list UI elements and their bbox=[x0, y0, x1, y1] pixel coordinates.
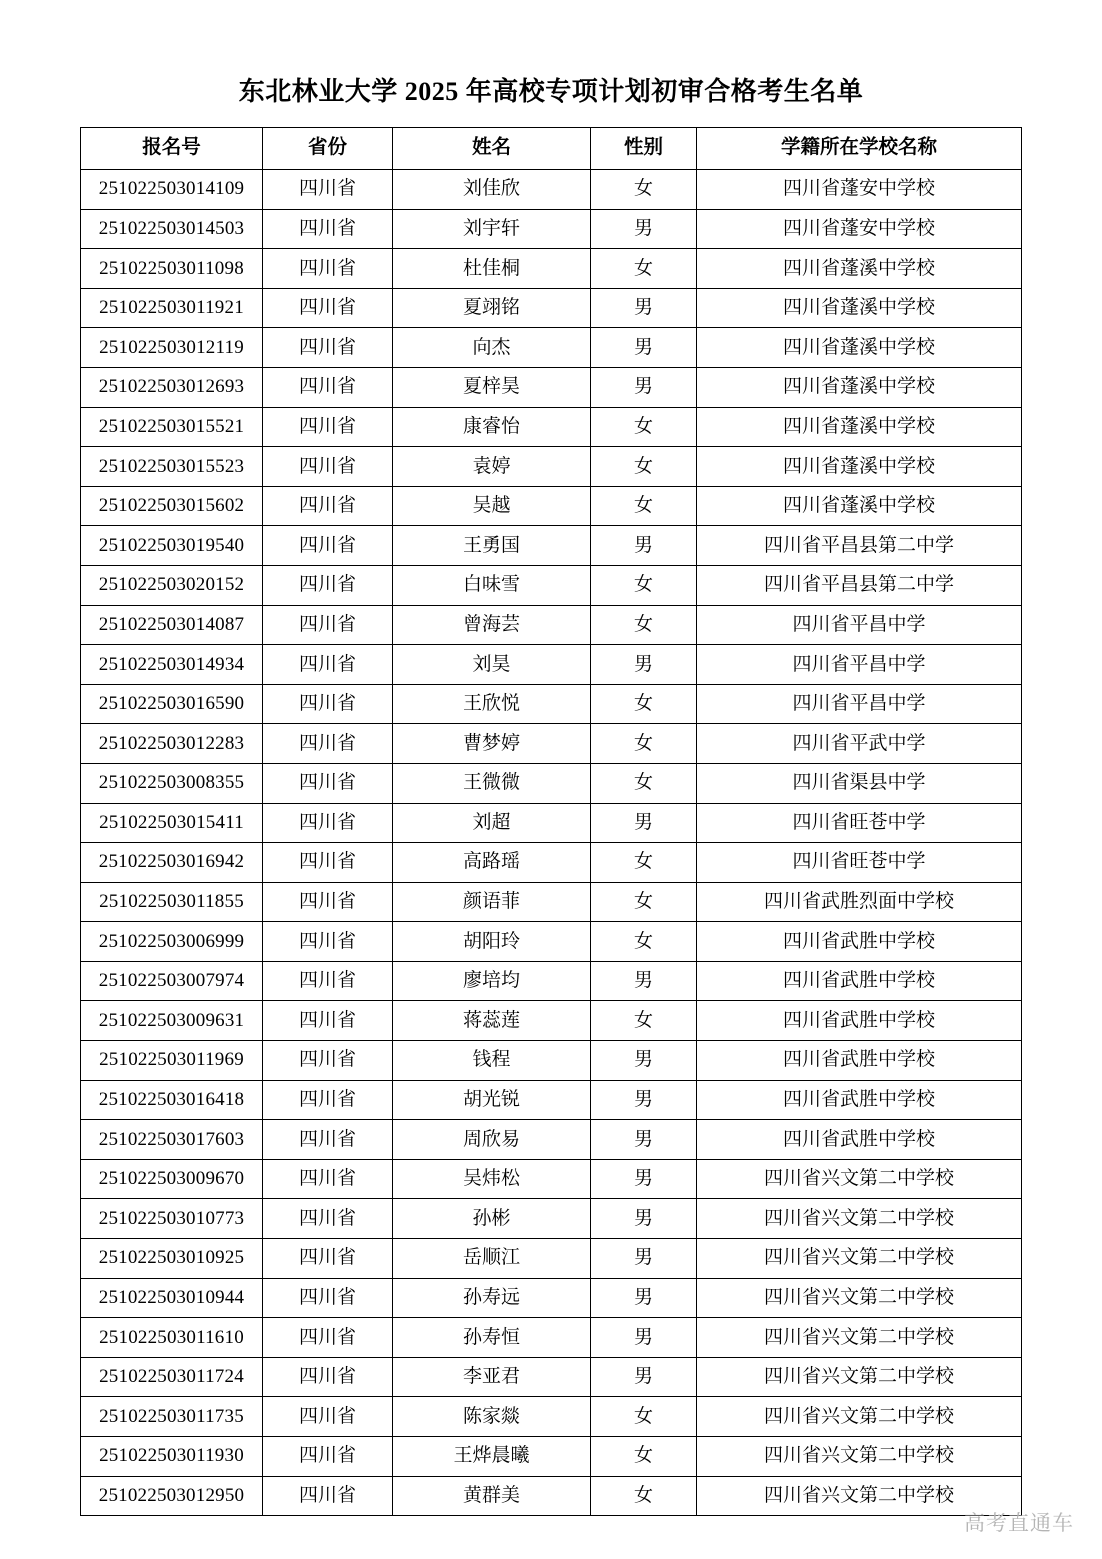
table-header bbox=[81, 128, 1022, 170]
cell-name: 高路瑶 bbox=[393, 843, 591, 883]
table-row bbox=[81, 645, 1022, 685]
table-row bbox=[81, 1318, 1022, 1358]
cell-gender: 女 bbox=[591, 763, 697, 803]
cell-school: 四川省兴文第二中学校 bbox=[697, 1239, 1022, 1279]
cell-registration-number: 251022503008355 bbox=[81, 763, 263, 803]
table-row bbox=[81, 605, 1022, 645]
cell-province: 四川省 bbox=[263, 526, 393, 566]
cell-province: 四川省 bbox=[263, 1318, 393, 1358]
cell-province: 四川省 bbox=[263, 1041, 393, 1081]
cell-province: 四川省 bbox=[263, 1199, 393, 1239]
table-row bbox=[81, 1120, 1022, 1160]
cell-gender: 女 bbox=[591, 1397, 697, 1437]
cell-name: 刘宇轩 bbox=[393, 209, 591, 249]
cell-gender: 女 bbox=[591, 684, 697, 724]
cell-gender: 男 bbox=[591, 1318, 697, 1358]
table-row bbox=[81, 1080, 1022, 1120]
cell-gender: 男 bbox=[591, 288, 697, 328]
cell-name: 孙彬 bbox=[393, 1199, 591, 1239]
table-row bbox=[81, 249, 1022, 289]
table-row bbox=[81, 803, 1022, 843]
cell-school: 四川省兴文第二中学校 bbox=[697, 1318, 1022, 1358]
cell-name: 刘佳欣 bbox=[393, 170, 591, 210]
table-row bbox=[81, 407, 1022, 447]
table-row bbox=[81, 1476, 1022, 1516]
cell-province: 四川省 bbox=[263, 1120, 393, 1160]
cell-registration-number: 251022503016418 bbox=[81, 1080, 263, 1120]
table-row bbox=[81, 288, 1022, 328]
cell-registration-number: 251022503012119 bbox=[81, 328, 263, 368]
cell-name: 李亚君 bbox=[393, 1357, 591, 1397]
table-row bbox=[81, 1239, 1022, 1279]
cell-registration-number: 251022503011921 bbox=[81, 288, 263, 328]
table-row bbox=[81, 1159, 1022, 1199]
cell-province: 四川省 bbox=[263, 407, 393, 447]
cell-registration-number: 251022503012283 bbox=[81, 724, 263, 764]
cell-name: 白味雪 bbox=[393, 565, 591, 605]
table-row bbox=[81, 526, 1022, 566]
cell-gender: 男 bbox=[591, 1041, 697, 1081]
cell-name: 康睿怡 bbox=[393, 407, 591, 447]
table-row bbox=[81, 1001, 1022, 1041]
cell-name: 吴越 bbox=[393, 486, 591, 526]
cell-registration-number: 251022503014109 bbox=[81, 170, 263, 210]
cell-school: 四川省旺苍中学 bbox=[697, 843, 1022, 883]
cell-name: 王勇国 bbox=[393, 526, 591, 566]
table-row bbox=[81, 882, 1022, 922]
cell-school: 四川省蓬溪中学校 bbox=[697, 249, 1022, 289]
table-row bbox=[81, 1357, 1022, 1397]
table-row bbox=[81, 447, 1022, 487]
cell-school: 四川省武胜中学校 bbox=[697, 1041, 1022, 1081]
table-row bbox=[81, 565, 1022, 605]
cell-registration-number: 251022503010773 bbox=[81, 1199, 263, 1239]
cell-province: 四川省 bbox=[263, 763, 393, 803]
cell-school: 四川省武胜中学校 bbox=[697, 961, 1022, 1001]
cell-registration-number: 251022503011610 bbox=[81, 1318, 263, 1358]
column-header-name: 姓名 bbox=[393, 128, 591, 170]
table-row bbox=[81, 922, 1022, 962]
page-title: 东北林业大学 2025 年高校专项计划初审合格考生名单 bbox=[238, 77, 864, 106]
cell-school: 四川省武胜中学校 bbox=[697, 1120, 1022, 1160]
cell-school: 四川省蓬溪中学校 bbox=[697, 288, 1022, 328]
cell-registration-number: 251022503010944 bbox=[81, 1278, 263, 1318]
cell-gender: 女 bbox=[591, 1476, 697, 1516]
cell-gender: 男 bbox=[591, 1080, 697, 1120]
cell-school: 四川省武胜中学校 bbox=[697, 1080, 1022, 1120]
cell-province: 四川省 bbox=[263, 486, 393, 526]
table-row bbox=[81, 1397, 1022, 1437]
cell-school: 四川省平昌县第二中学 bbox=[697, 526, 1022, 566]
cell-province: 四川省 bbox=[263, 684, 393, 724]
cell-province: 四川省 bbox=[263, 170, 393, 210]
table-row bbox=[81, 763, 1022, 803]
cell-registration-number: 251022503009631 bbox=[81, 1001, 263, 1041]
cell-school: 四川省兴文第二中学校 bbox=[697, 1357, 1022, 1397]
cell-registration-number: 251022503011724 bbox=[81, 1357, 263, 1397]
cell-province: 四川省 bbox=[263, 1357, 393, 1397]
cell-school: 四川省蓬溪中学校 bbox=[697, 407, 1022, 447]
cell-name: 胡阳玲 bbox=[393, 922, 591, 962]
cell-name: 孙寿远 bbox=[393, 1278, 591, 1318]
cell-registration-number: 251022503015602 bbox=[81, 486, 263, 526]
cell-province: 四川省 bbox=[263, 605, 393, 645]
cell-gender: 男 bbox=[591, 1239, 697, 1279]
cell-province: 四川省 bbox=[263, 724, 393, 764]
cell-gender: 男 bbox=[591, 1278, 697, 1318]
cell-registration-number: 251022503011969 bbox=[81, 1041, 263, 1081]
table-row bbox=[81, 1041, 1022, 1081]
cell-school: 四川省蓬溪中学校 bbox=[697, 447, 1022, 487]
cell-name: 颜语菲 bbox=[393, 882, 591, 922]
cell-province: 四川省 bbox=[263, 882, 393, 922]
column-header-registration-number: 报名号 bbox=[81, 128, 263, 170]
cell-school: 四川省旺苍中学 bbox=[697, 803, 1022, 843]
table-row bbox=[81, 486, 1022, 526]
cell-province: 四川省 bbox=[263, 328, 393, 368]
cell-registration-number: 251022503011735 bbox=[81, 1397, 263, 1437]
cell-name: 岳顺江 bbox=[393, 1239, 591, 1279]
cell-registration-number: 251022503010925 bbox=[81, 1239, 263, 1279]
cell-name: 刘超 bbox=[393, 803, 591, 843]
cell-gender: 女 bbox=[591, 922, 697, 962]
cell-school: 四川省蓬安中学校 bbox=[697, 170, 1022, 210]
cell-gender: 男 bbox=[591, 1159, 697, 1199]
cell-province: 四川省 bbox=[263, 961, 393, 1001]
cell-gender: 女 bbox=[591, 605, 697, 645]
cell-gender: 男 bbox=[591, 526, 697, 566]
roster-table-container bbox=[80, 127, 1021, 1516]
cell-gender: 女 bbox=[591, 1437, 697, 1477]
cell-school: 四川省兴文第二中学校 bbox=[697, 1199, 1022, 1239]
cell-name: 曹梦婷 bbox=[393, 724, 591, 764]
cell-name: 吴炜松 bbox=[393, 1159, 591, 1199]
cell-gender: 女 bbox=[591, 447, 697, 487]
cell-registration-number: 251022503015523 bbox=[81, 447, 263, 487]
table-header-row bbox=[81, 128, 1022, 170]
cell-registration-number: 251022503011855 bbox=[81, 882, 263, 922]
cell-registration-number: 251022503016942 bbox=[81, 843, 263, 883]
cell-name: 曾海芸 bbox=[393, 605, 591, 645]
cell-name: 夏梓昊 bbox=[393, 367, 591, 407]
cell-name: 孙寿恒 bbox=[393, 1318, 591, 1358]
cell-registration-number: 251022503017603 bbox=[81, 1120, 263, 1160]
cell-name: 向杰 bbox=[393, 328, 591, 368]
cell-gender: 男 bbox=[591, 209, 697, 249]
cell-school: 四川省平昌中学 bbox=[697, 684, 1022, 724]
cell-name: 黄群美 bbox=[393, 1476, 591, 1516]
cell-gender: 女 bbox=[591, 565, 697, 605]
cell-province: 四川省 bbox=[263, 209, 393, 249]
table-row bbox=[81, 209, 1022, 249]
cell-registration-number: 251022503009670 bbox=[81, 1159, 263, 1199]
cell-gender: 女 bbox=[591, 882, 697, 922]
cell-school: 四川省平昌县第二中学 bbox=[697, 565, 1022, 605]
cell-gender: 男 bbox=[591, 803, 697, 843]
cell-province: 四川省 bbox=[263, 1437, 393, 1477]
cell-school: 四川省兴文第二中学校 bbox=[697, 1437, 1022, 1477]
table-row bbox=[81, 684, 1022, 724]
cell-gender: 女 bbox=[591, 486, 697, 526]
cell-name: 夏翊铭 bbox=[393, 288, 591, 328]
cell-school: 四川省武胜中学校 bbox=[697, 922, 1022, 962]
cell-gender: 女 bbox=[591, 407, 697, 447]
cell-school: 四川省武胜烈面中学校 bbox=[697, 882, 1022, 922]
cell-province: 四川省 bbox=[263, 1278, 393, 1318]
cell-school: 四川省兴文第二中学校 bbox=[697, 1476, 1022, 1516]
cell-school: 四川省平昌中学 bbox=[697, 605, 1022, 645]
table-row bbox=[81, 170, 1022, 210]
cell-registration-number: 251022503015411 bbox=[81, 803, 263, 843]
cell-school: 四川省蓬溪中学校 bbox=[697, 328, 1022, 368]
cell-name: 王烨晨曦 bbox=[393, 1437, 591, 1477]
cell-name: 刘昊 bbox=[393, 645, 591, 685]
cell-gender: 男 bbox=[591, 1199, 697, 1239]
watermark: 高考直通车 bbox=[964, 1512, 1074, 1535]
cell-province: 四川省 bbox=[263, 843, 393, 883]
cell-province: 四川省 bbox=[263, 645, 393, 685]
cell-province: 四川省 bbox=[263, 447, 393, 487]
cell-province: 四川省 bbox=[263, 1001, 393, 1041]
cell-gender: 女 bbox=[591, 170, 697, 210]
column-header-school: 学籍所在学校名称 bbox=[697, 128, 1022, 170]
cell-name: 钱程 bbox=[393, 1041, 591, 1081]
cell-school: 四川省平昌中学 bbox=[697, 645, 1022, 685]
cell-registration-number: 251022503011098 bbox=[81, 249, 263, 289]
cell-province: 四川省 bbox=[263, 1476, 393, 1516]
cell-province: 四川省 bbox=[263, 803, 393, 843]
cell-registration-number: 251022503006999 bbox=[81, 922, 263, 962]
table-body bbox=[81, 170, 1022, 1516]
cell-province: 四川省 bbox=[263, 565, 393, 605]
cell-gender: 男 bbox=[591, 367, 697, 407]
cell-school: 四川省渠县中学 bbox=[697, 763, 1022, 803]
table-row bbox=[81, 843, 1022, 883]
table-row bbox=[81, 1437, 1022, 1477]
cell-gender: 男 bbox=[591, 645, 697, 685]
cell-province: 四川省 bbox=[263, 1239, 393, 1279]
table-row bbox=[81, 328, 1022, 368]
cell-name: 周欣易 bbox=[393, 1120, 591, 1160]
cell-gender: 女 bbox=[591, 1001, 697, 1041]
cell-province: 四川省 bbox=[263, 1159, 393, 1199]
cell-name: 廖培均 bbox=[393, 961, 591, 1001]
cell-registration-number: 251022503019540 bbox=[81, 526, 263, 566]
cell-gender: 男 bbox=[591, 328, 697, 368]
cell-registration-number: 251022503014503 bbox=[81, 209, 263, 249]
cell-school: 四川省兴文第二中学校 bbox=[697, 1397, 1022, 1437]
cell-registration-number: 251022503007974 bbox=[81, 961, 263, 1001]
cell-name: 袁婷 bbox=[393, 447, 591, 487]
cell-gender: 女 bbox=[591, 724, 697, 764]
cell-province: 四川省 bbox=[263, 367, 393, 407]
cell-province: 四川省 bbox=[263, 249, 393, 289]
cell-name: 蒋蕊莲 bbox=[393, 1001, 591, 1041]
cell-registration-number: 251022503020152 bbox=[81, 565, 263, 605]
cell-name: 王微微 bbox=[393, 763, 591, 803]
cell-school: 四川省平武中学 bbox=[697, 724, 1022, 764]
cell-registration-number: 251022503014934 bbox=[81, 645, 263, 685]
cell-gender: 女 bbox=[591, 843, 697, 883]
cell-gender: 男 bbox=[591, 1120, 697, 1160]
cell-gender: 女 bbox=[591, 249, 697, 289]
cell-province: 四川省 bbox=[263, 1080, 393, 1120]
cell-name: 杜佳桐 bbox=[393, 249, 591, 289]
cell-school: 四川省武胜中学校 bbox=[697, 1001, 1022, 1041]
table-row bbox=[81, 367, 1022, 407]
cell-gender: 男 bbox=[591, 1357, 697, 1397]
cell-registration-number: 251022503014087 bbox=[81, 605, 263, 645]
cell-province: 四川省 bbox=[263, 922, 393, 962]
table-row bbox=[81, 1199, 1022, 1239]
column-header-gender: 性别 bbox=[591, 128, 697, 170]
cell-school: 四川省蓬安中学校 bbox=[697, 209, 1022, 249]
cell-name: 陈家燚 bbox=[393, 1397, 591, 1437]
cell-registration-number: 251022503011930 bbox=[81, 1437, 263, 1477]
cell-registration-number: 251022503012693 bbox=[81, 367, 263, 407]
cell-registration-number: 251022503012950 bbox=[81, 1476, 263, 1516]
cell-name: 胡光锐 bbox=[393, 1080, 591, 1120]
cell-registration-number: 251022503015521 bbox=[81, 407, 263, 447]
cell-school: 四川省兴文第二中学校 bbox=[697, 1278, 1022, 1318]
table-row bbox=[81, 1278, 1022, 1318]
cell-gender: 男 bbox=[591, 961, 697, 1001]
table-row bbox=[81, 961, 1022, 1001]
cell-province: 四川省 bbox=[263, 288, 393, 328]
table-row bbox=[81, 724, 1022, 764]
cell-school: 四川省兴文第二中学校 bbox=[697, 1159, 1022, 1199]
cell-province: 四川省 bbox=[263, 1397, 393, 1437]
cell-registration-number: 251022503016590 bbox=[81, 684, 263, 724]
cell-name: 王欣悦 bbox=[393, 684, 591, 724]
cell-school: 四川省蓬溪中学校 bbox=[697, 486, 1022, 526]
cell-school: 四川省蓬溪中学校 bbox=[697, 367, 1022, 407]
roster-table bbox=[80, 127, 1022, 1516]
column-header-province: 省份 bbox=[263, 128, 393, 170]
